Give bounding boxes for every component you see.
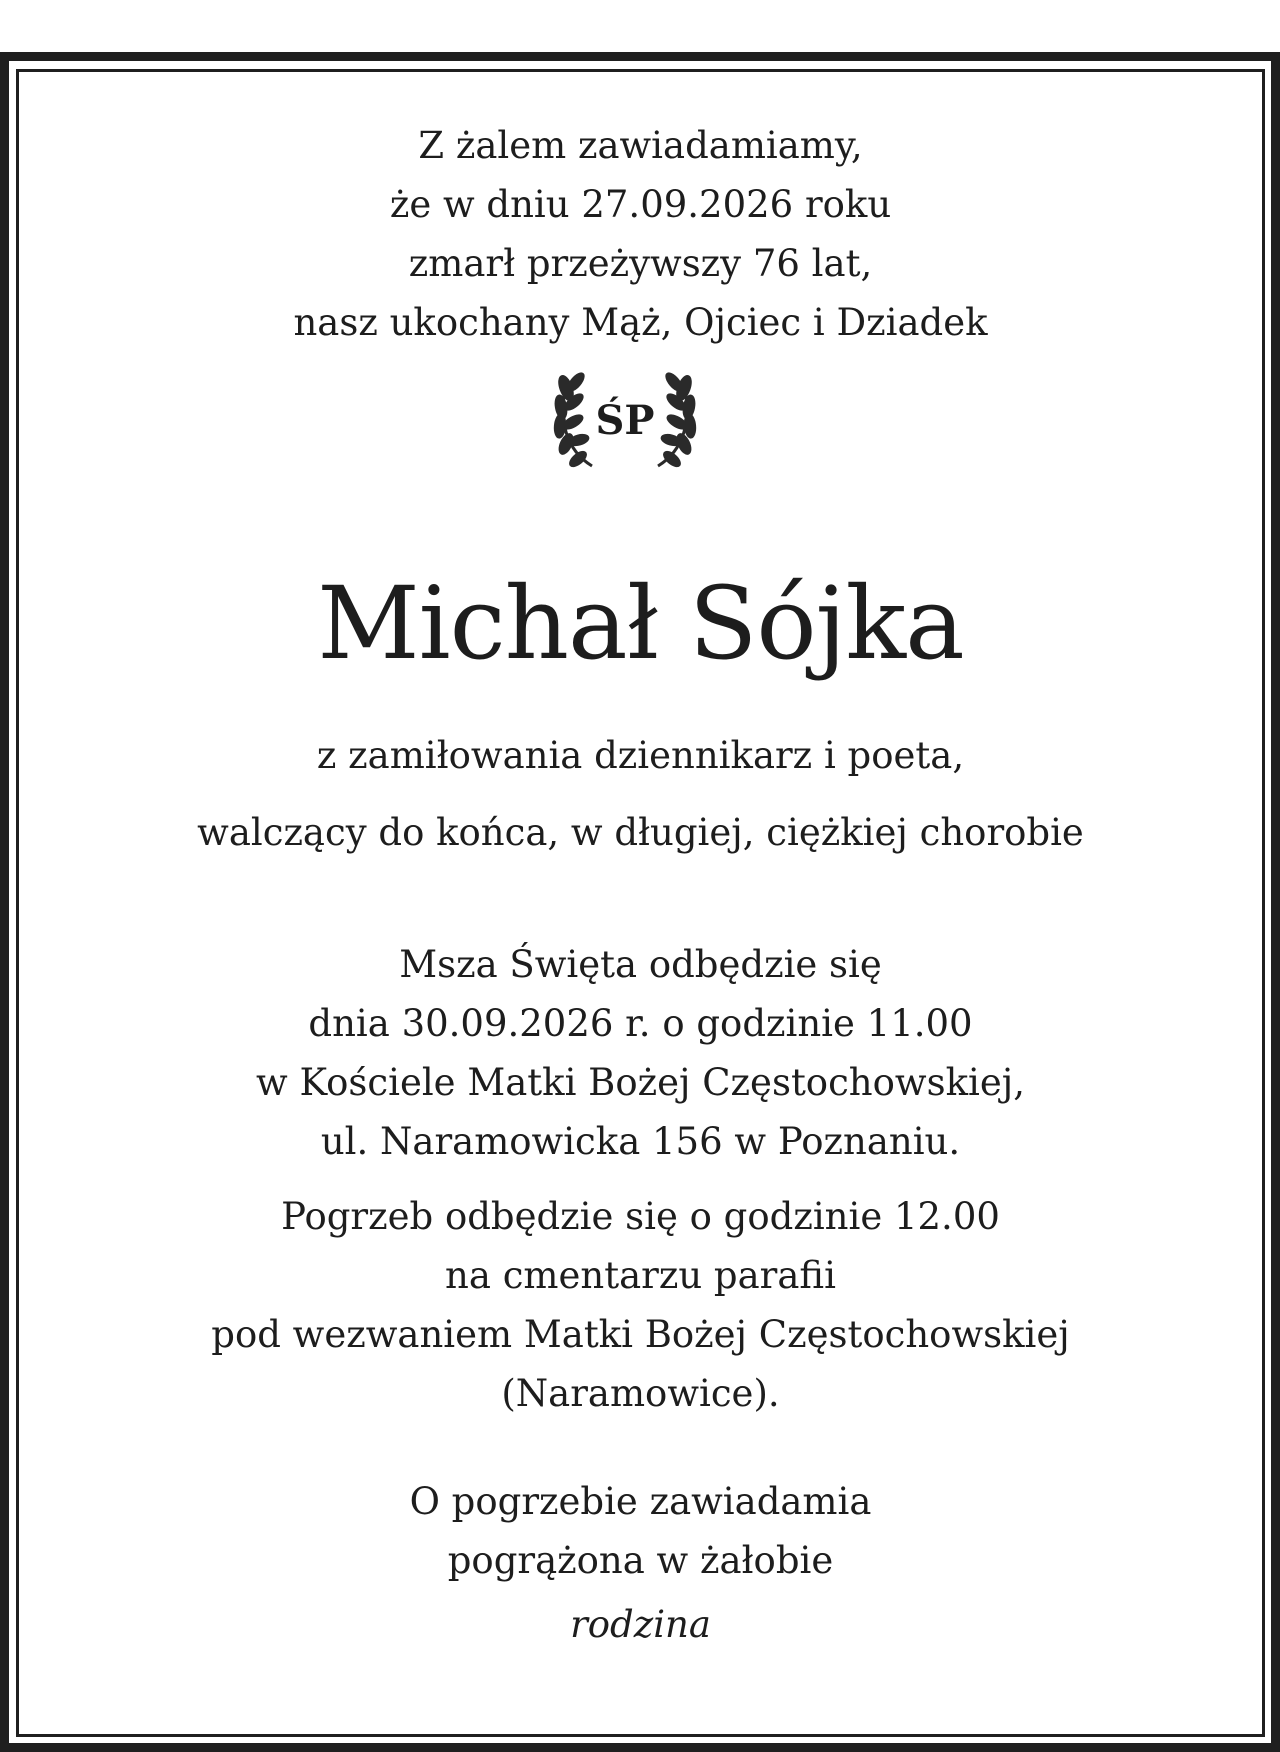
intro-line-2: że w dniu 27.09.2026 roku: [389, 183, 892, 226]
intro-line-3: zmarł przeżywszy 76 lat,: [408, 242, 873, 285]
burial-line-1: Pogrzeb odbędzie się o godzinie 12.00: [281, 1195, 1000, 1238]
description-line-2: walczący do końca, w długiej, ciężkiej chorobie: [197, 811, 1084, 854]
sp-laurel-emblem: [552, 362, 698, 472]
description-line-1: z zamiłowania dziennikarz i poeta,: [316, 734, 965, 777]
intro-line-1: Z żalem zawiadamiamy,: [418, 124, 863, 167]
signature: rodzina: [570, 1603, 711, 1646]
mass-line-4: ul. Naramowicka 156 w Poznaniu.: [320, 1120, 961, 1163]
closing-line-2: pogrążona w żałobie: [447, 1539, 834, 1582]
laurel-left-icon: [553, 370, 592, 469]
deceased-name: Michał Sójka: [317, 565, 964, 682]
laurel-right-icon: [658, 370, 697, 469]
closing-line-1: O pogrzebie zawiadamia: [409, 1480, 872, 1523]
burial-line-2: na cmentarzu parafii: [445, 1254, 836, 1297]
intro-line-4: nasz ukochany Mąż, Ojciec i Dziadek: [293, 301, 988, 344]
burial-line-4: (Naramowice).: [501, 1372, 780, 1415]
mass-line-3: w Kościele Matki Bożej Częstochowskiej,: [256, 1061, 1025, 1104]
mass-line-2: dnia 30.09.2026 r. o godzinie 11.00: [308, 1002, 973, 1045]
sp-emblem-text: ŚP: [595, 397, 655, 444]
burial-line-3: pod wezwaniem Matki Bożej Częstochowskiej: [211, 1313, 1070, 1356]
mass-line-1: Msza Święta odbędzie się: [399, 943, 882, 986]
